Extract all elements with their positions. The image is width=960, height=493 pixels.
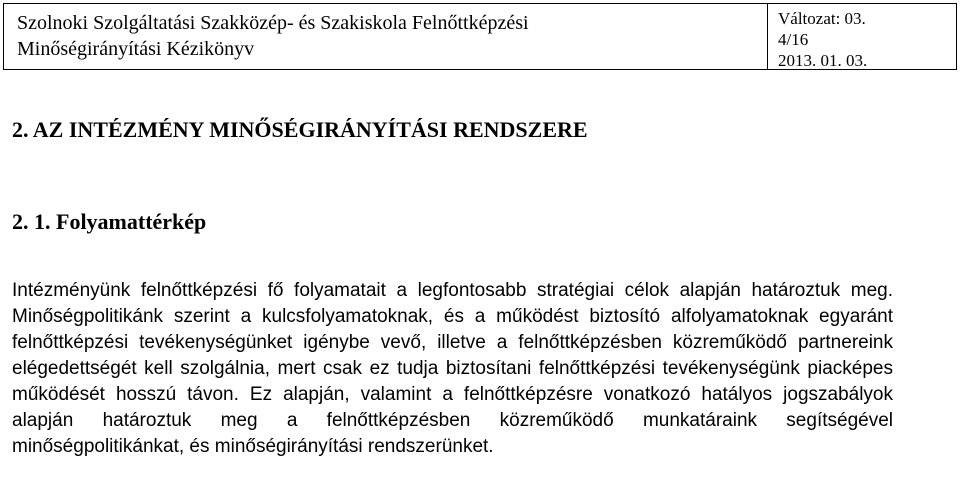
section-heading: 2. AZ INTÉZMÉNY MINŐSÉGIRÁNYÍTÁSI RENDSZERE [12, 117, 588, 142]
version-label: Változat: 03. [778, 9, 866, 28]
body-paragraph: Intézményünk felnőttképzési fő folyamatait a legfontosabb stratégiai célok alapján határoztuk meg. Minőségpolitikánk szerint a kulcsfolyamatoknak, és a működést biztosító alfolyamatoknak egyaránt felnőttképzési tevékenységünket igénybe vevő, illetve a felnőttképzésben közreműködő partnereink elégedettségét kell szolgálnia, mert csak ez tudja biztosítani felnőttképzési tevékenységünk piacképes működését hosszú távon. Ez alapján, valamint a felnőttképzésre vonatkozó hatályos jogszabályok alapján határoztuk meg a felnőttképzésben közreműködő munkatáraink segítségével minőségpolitikánkat, és minőségirányítási rendszerünket. [12, 280, 893, 457]
header-meta-cell [768, 4, 956, 69]
subsection-heading: 2. 1. Folyamattérkép [12, 209, 207, 234]
school-name: Szolnoki Szolgáltatási Szakközép- és Szakiskola Felnőttképzési [17, 12, 529, 34]
header-title-cell [4, 4, 768, 69]
document-date: 2013. 01. 03. [778, 51, 868, 70]
manual-name: Minőségirányítási Kézikönyv [17, 38, 255, 60]
page-number: 4/16 [778, 30, 809, 49]
document-header [3, 3, 957, 70]
